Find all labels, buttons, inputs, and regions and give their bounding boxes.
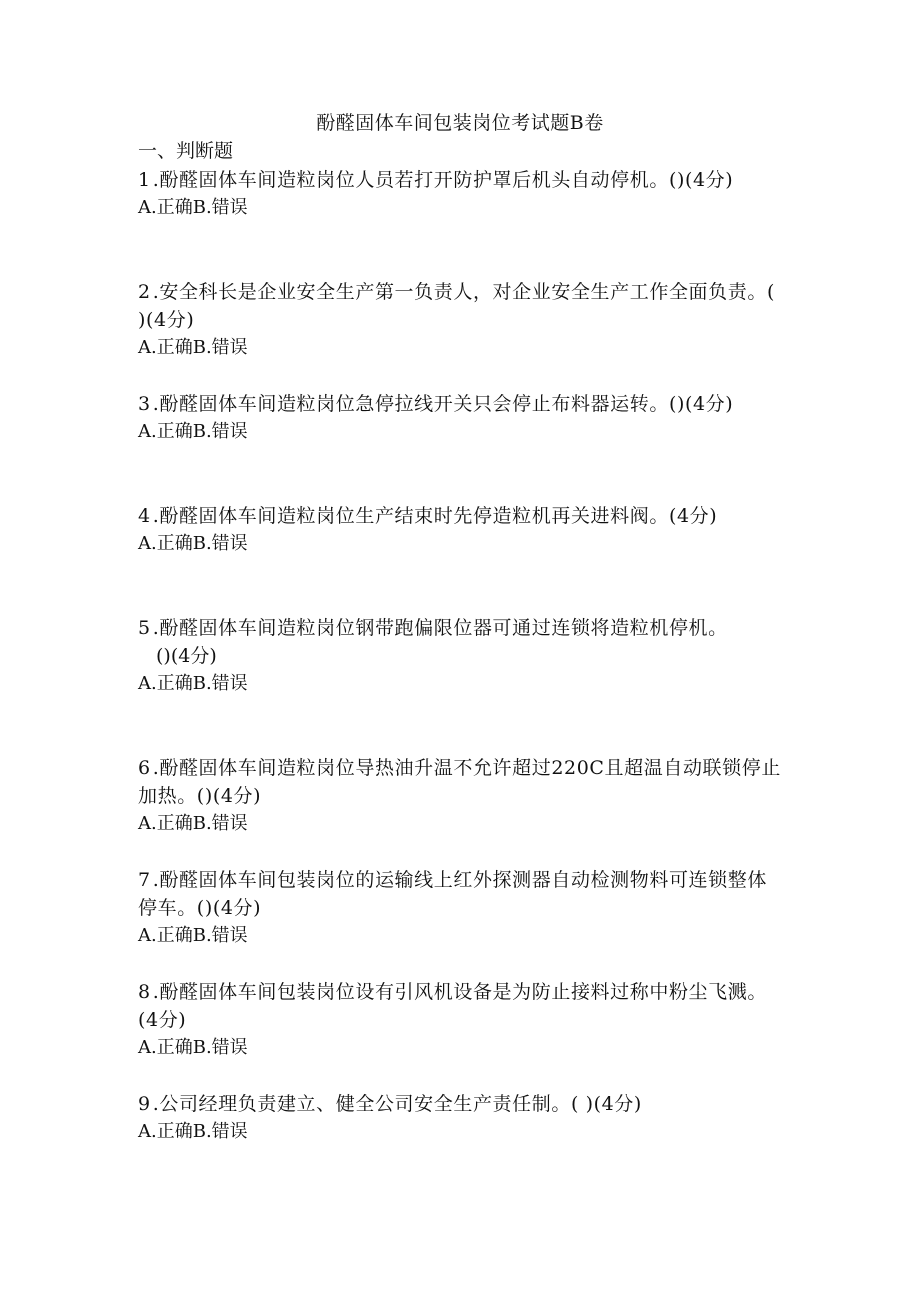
question-text: .酚醛固体车间造粒岗位导热油升温不允许超过220C且超温自动联锁停止加热。()(4分) [138,757,781,807]
question-item [138,614,783,754]
question-item [138,866,783,978]
question-text: .酚醛固体车间包装岗位的运输线上红外探测器自动检测物料可连锁整体停车。()(4分) [138,869,767,919]
question-item [138,754,783,866]
question-item [138,502,783,614]
answer-options: A.正确B.错误 [138,813,248,834]
question-item [138,390,783,502]
question-text: .安全科长是企业安全生产第一负责人，对企业安全生产工作全面负责。( )(4分) [138,281,775,331]
page-title: 酚醛固体车间包装岗位考试题B卷 [316,112,604,134]
answer-options: A.正确B.错误 [138,421,248,442]
question-text: .公司经理负责建立、健全公司安全生产责任制。( )(4分) [152,1093,642,1115]
section-heading: 一、判断题 [138,140,234,162]
question-text: .酚醛固体车间造粒岗位钢带跑偏限位器可通过连锁将造粒机停机。 [152,617,728,639]
question-number: 1 [138,169,151,191]
question-number: 8 [138,981,151,1003]
question-number: 7 [138,869,151,891]
question-number: 3 [138,393,151,415]
question-number: 4 [138,505,151,527]
question-number: 6 [138,757,151,779]
answer-options: A.正确B.错误 [138,197,248,218]
question-number: 5 [138,617,151,639]
answer-options: A.正确B.错误 [138,925,248,946]
question-item [138,978,783,1090]
question-score: ()(4分) [156,645,217,667]
answer-options: A.正确B.错误 [138,337,248,358]
answer-options: A.正确B.错误 [138,1037,248,1058]
question-item [138,1090,783,1202]
question-item [138,278,783,390]
question-text: .酚醛固体车间造粒岗位生产结束时先停造粒机再关进料阀。(4分) [152,505,718,527]
question-list [138,166,783,1202]
question-item [138,166,783,278]
answer-options: A.正确B.错误 [138,1121,248,1142]
question-number: 2 [138,281,151,303]
question-text: .酚醛固体车间造粒岗位急停拉线开关只会停止布料器运转。()(4分) [152,393,734,415]
answer-options: A.正确B.错误 [138,673,248,694]
question-text: .酚醛固体车间包装岗位设有引风机设备是为防止接料过称中粉尘飞溅。(4分) [138,981,767,1031]
question-text: .酚醛固体车间造粒岗位人员若打开防护罩后机头自动停机。()(4分) [152,169,734,191]
answer-options: A.正确B.错误 [138,533,248,554]
question-number: 9 [138,1093,151,1115]
